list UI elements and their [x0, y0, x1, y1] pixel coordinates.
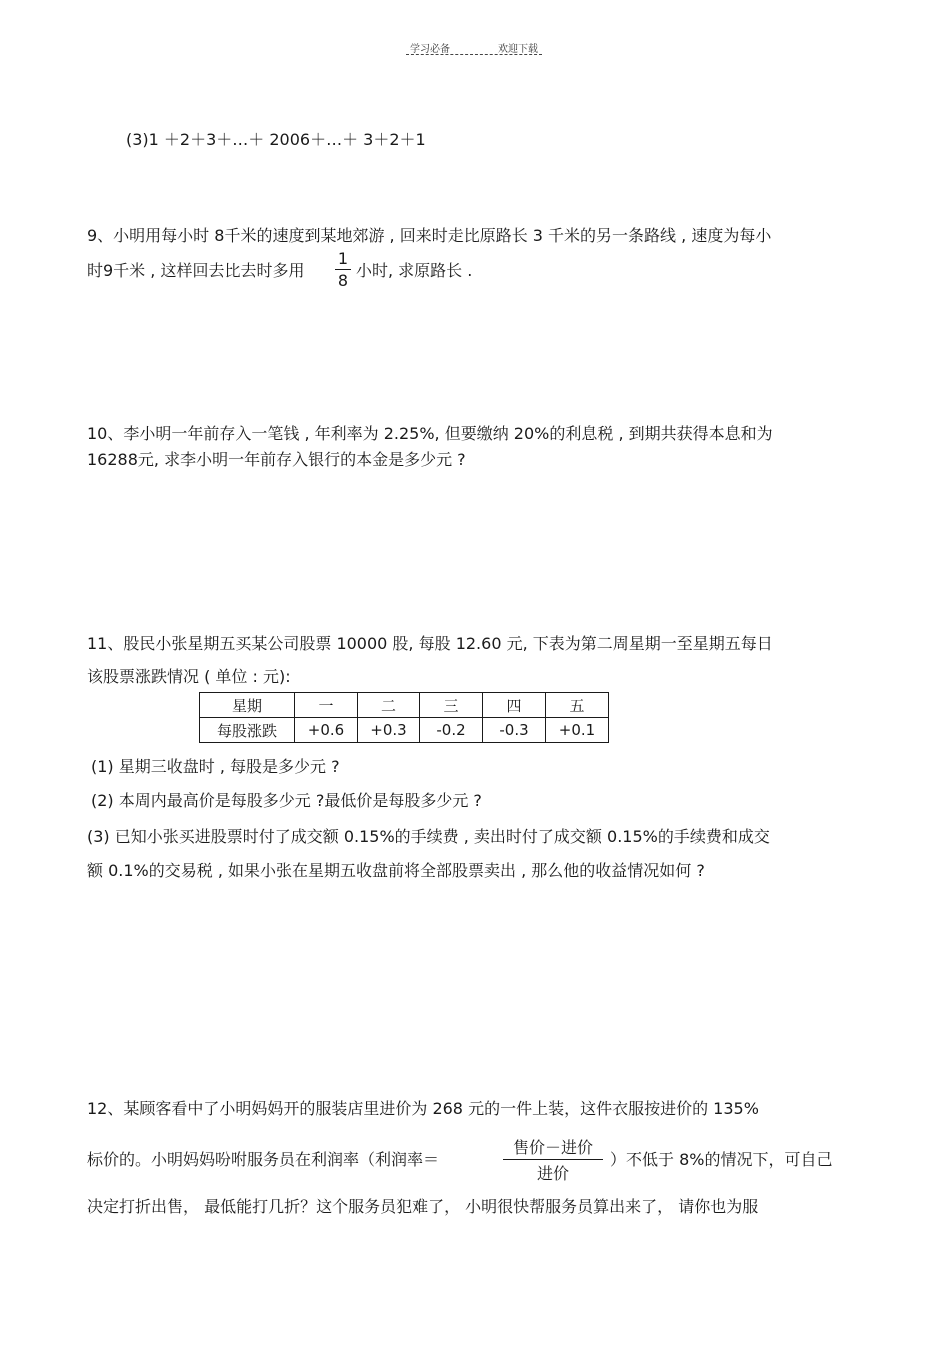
table-cell: +0.6 — [295, 718, 358, 743]
q11-line1: 11、股民小张星期五买某公司股票 10000 股, 每股 12.60 元, 下表为第二周星期一至星期五每日 — [87, 634, 773, 653]
table-cell: -0.3 — [483, 718, 546, 743]
q9-line1: 9、小明用每小时 8千米的速度到某地郊游 , 回来时走比原路长 3 千米的另一条路线 , 速度为每小 — [87, 226, 772, 245]
q12-fraction-bar — [503, 1159, 603, 1160]
q8-part3: (3)1 ＋2＋3＋…＋ 2006＋…＋ 3＋2＋1 — [126, 130, 426, 149]
q12-fraction-numerator: 售价－进价 — [512, 1138, 593, 1157]
table-header-row — [200, 693, 609, 718]
q10-line1: 10、李小明一年前存入一笔钱 , 年利率为 2.25%, 但要缴纳 20%的利息税 , 到期共获得本息和为 — [87, 424, 773, 443]
header-left: 学习必备 — [410, 44, 450, 55]
q12-line2-after: ）不低于 8%的情况下，可自己 — [610, 1150, 833, 1169]
table-cell: +0.1 — [546, 718, 609, 743]
q9-fraction-bar — [335, 269, 351, 270]
table-cell: -0.2 — [420, 718, 483, 743]
table-cell: 星期 — [200, 693, 295, 718]
q12-line3: 决定打折出售， 最低能打几折？这个服务员犯难了， 小明很快帮服务员算出来了， 请你也为服 — [87, 1197, 759, 1216]
table-cell: 三 — [420, 693, 483, 718]
table-row — [200, 718, 609, 743]
stock-change-table — [199, 692, 609, 743]
table-cell: 二 — [358, 693, 420, 718]
q11-sub1: (1) 星期三收盘时 , 每股是多少元 ? — [91, 757, 340, 776]
q12-line1: 12、某顾客看中了小明妈妈开的服装店里进价为 268 元的一件上装，这件衣服按进价的 135% — [87, 1099, 759, 1118]
q9-line2-before: 时9千米 , 这样回去比去时多用 — [87, 261, 305, 280]
q12-fraction-denominator: 进价 — [536, 1164, 569, 1183]
q9-fraction-numerator: 1 — [337, 249, 349, 268]
q9-fraction — [335, 249, 351, 290]
q12-fraction — [503, 1135, 603, 1184]
q12-line2-before: 标价的。小明妈妈吩咐服务员在利润率（利润率＝ — [87, 1150, 440, 1169]
table-cell: 每股涨跌 — [200, 718, 295, 743]
q11-sub3-line1: (3) 已知小张买进股票时付了成交额 0.15%的手续费 , 卖出时付了成交额 0.15%的手续费和成交 — [87, 827, 770, 846]
q9-fraction-denominator: 8 — [337, 271, 349, 290]
q11-line2: 该股票涨跌情况 ( 单位 : 元): — [87, 667, 291, 686]
table-cell: 四 — [483, 693, 546, 718]
table-cell: 一 — [295, 693, 358, 718]
table-cell: +0.3 — [358, 718, 420, 743]
header-right: 欢迎下载 — [498, 44, 538, 55]
q10-line2: 16288元, 求李小明一年前存入银行的本金是多少元 ? — [87, 450, 466, 469]
q11-sub3-line2: 额 0.1%的交易税 , 如果小张在星期五收盘前将全部股票卖出 , 那么他的收益情况如何 ? — [87, 861, 705, 880]
q11-sub2: (2) 本周内最高价是每股多少元 ?最低价是每股多少元 ? — [91, 791, 482, 810]
q9-line2-after: 小时, 求原路长 . — [356, 261, 473, 280]
header-divider — [406, 54, 542, 55]
table-cell: 五 — [546, 693, 609, 718]
